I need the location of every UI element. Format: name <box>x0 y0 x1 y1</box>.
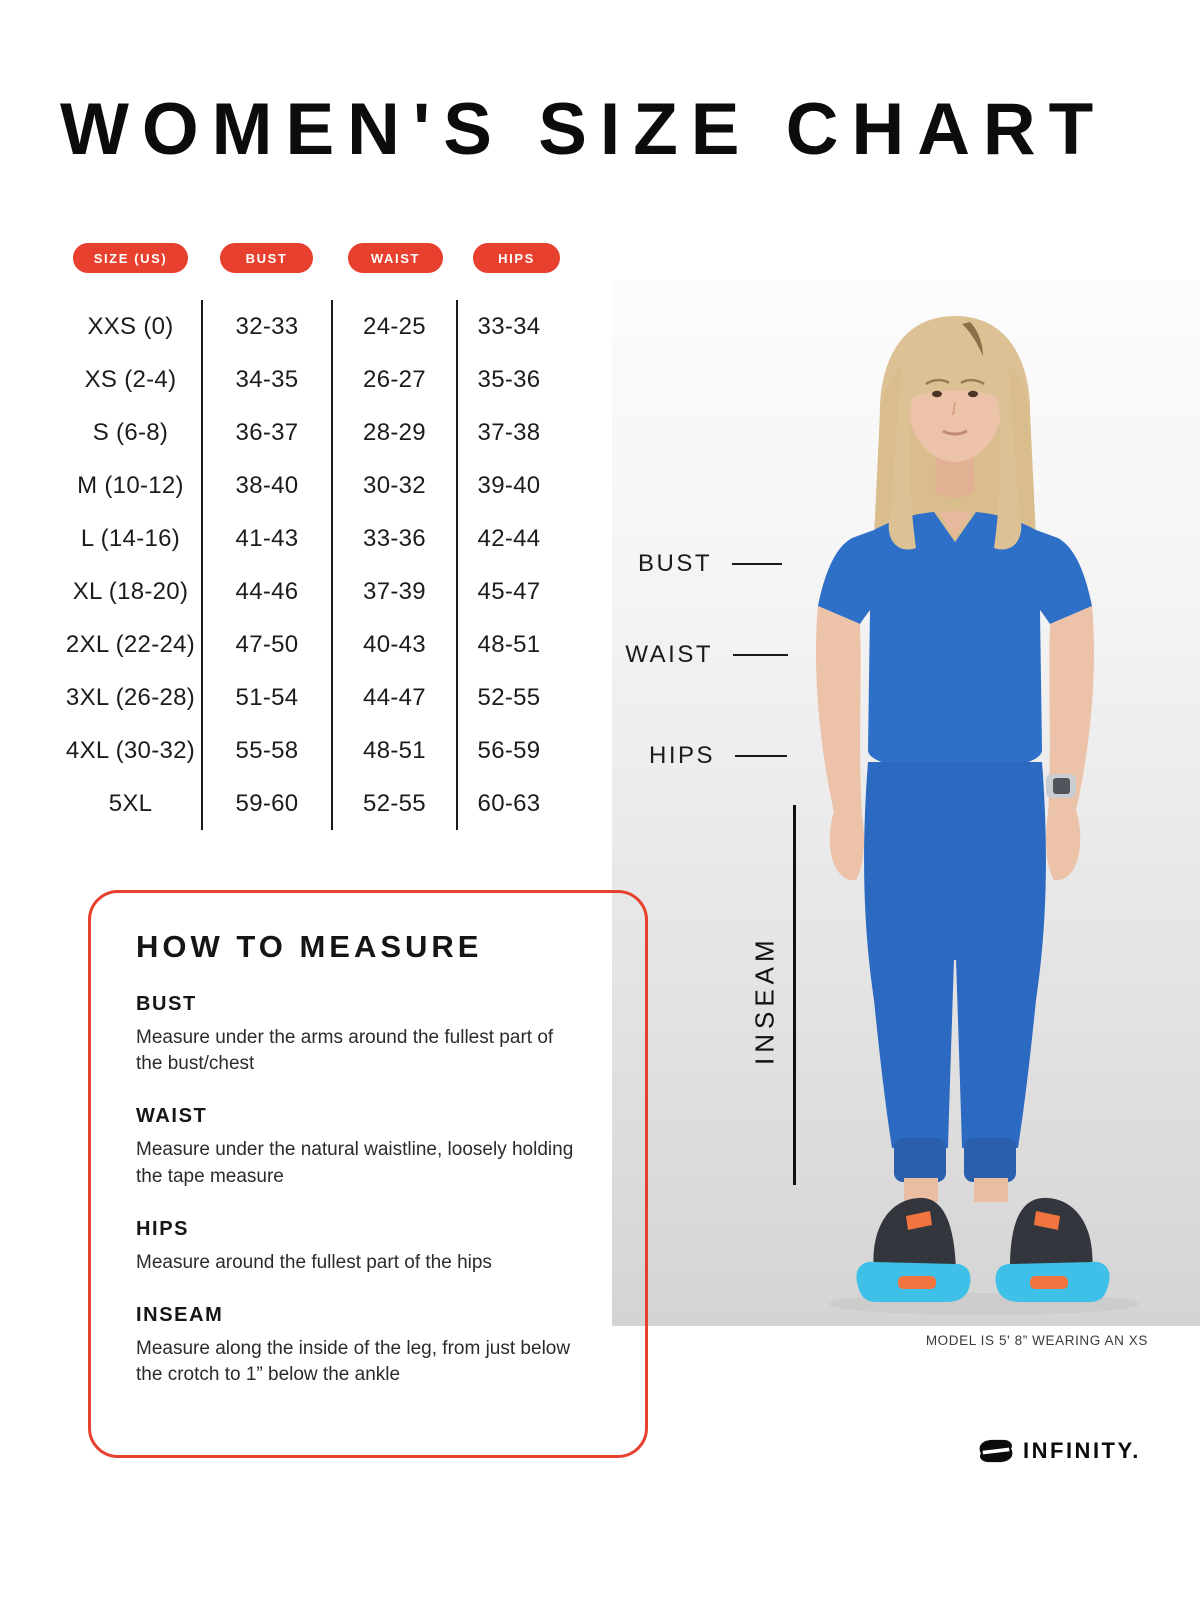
table-cell-size: 2XL (22-24) <box>60 618 203 671</box>
measure-section-text: Measure along the inside of the leg, from just below the crotch to 1” below the ankle <box>136 1338 571 1386</box>
hips-pointer-label: HIPS <box>648 742 715 769</box>
table-cell-bust: 44-46 <box>203 565 333 618</box>
measure-section-label: HIPS <box>136 1217 190 1240</box>
table-cell-size: XL (18-20) <box>60 565 203 618</box>
waist-pointer <box>588 640 788 670</box>
hips-pointer-line <box>735 755 787 757</box>
table-cell-waist: 24-25 <box>333 300 458 353</box>
bust-pointer-line <box>732 563 782 565</box>
table-row <box>60 565 560 618</box>
table-cell-waist: 44-47 <box>333 671 458 724</box>
measure-section-label: WAIST <box>136 1105 208 1128</box>
table-cell-size: 4XL (30-32) <box>60 724 203 777</box>
table-cell-hips: 39-40 <box>477 471 541 499</box>
how-to-measure-heading: HOW TO MEASURE <box>136 929 483 964</box>
table-cell-waist: 28-29 <box>333 406 458 459</box>
measure-section-label: BUST <box>136 993 197 1015</box>
table-row <box>60 512 560 565</box>
table-cell-bust: 32-33 <box>203 300 333 353</box>
table-cell-size: XS (2-4) <box>60 353 203 406</box>
bust-pointer-label: BUST <box>637 550 712 577</box>
table-cell-hips: 60-63 <box>477 789 541 817</box>
table-cell-bust: 55-58 <box>203 724 333 777</box>
table-cell-size: 3XL (26-28) <box>60 671 203 724</box>
model-caption: MODEL IS 5' 8” WEARING AN XS <box>925 1333 1148 1348</box>
table-cell-hips: 42-44 <box>477 524 541 552</box>
table-row <box>60 406 560 459</box>
table-cell-waist: 37-39 <box>333 565 458 618</box>
measure-section <box>136 993 600 1077</box>
table-cell-hips: 56-59 <box>477 736 541 764</box>
column-header-bust: BUST <box>220 243 313 273</box>
table-cell-bust: 41-43 <box>203 512 333 565</box>
table-cell-hips: 33-34 <box>477 312 541 340</box>
table-row <box>60 353 560 406</box>
how-to-measure-sections <box>136 993 600 1389</box>
table-cell-size: 5XL <box>60 777 203 830</box>
brand-logo <box>978 1438 1141 1464</box>
measure-section-text: Measure under the natural waistline, loosely holding the tape measure <box>136 1139 574 1187</box>
table-cell-waist: 48-51 <box>333 724 458 777</box>
model-photo <box>612 280 1200 1326</box>
table-cell-bust: 38-40 <box>203 459 333 512</box>
measure-section-label: INSEAM <box>136 1304 224 1327</box>
how-to-measure-box <box>88 890 648 1458</box>
table-row <box>60 777 560 830</box>
hips-pointer <box>587 741 787 771</box>
table-cell-bust: 36-37 <box>203 406 333 459</box>
table-cell-hips: 45-47 <box>477 577 541 605</box>
table-cell-hips: 48-51 <box>477 630 541 658</box>
measure-section <box>136 1218 600 1276</box>
table-cell-waist: 30-32 <box>333 459 458 512</box>
table-row <box>60 724 560 777</box>
table-cell-waist: 26-27 <box>333 353 458 406</box>
table-cell-waist: 33-36 <box>333 512 458 565</box>
column-header-waist: WAIST <box>348 243 443 273</box>
table-row <box>60 459 560 512</box>
table-cell-bust: 51-54 <box>203 671 333 724</box>
table-cell-size: L (14-16) <box>60 512 203 565</box>
table-cell-size: XXS (0) <box>60 300 203 353</box>
table-row <box>60 671 560 724</box>
table-cell-bust: 34-35 <box>203 353 333 406</box>
page-title: WOMEN'S SIZE CHART <box>60 89 1107 170</box>
inseam-pointer-label: INSEAM <box>749 935 780 1065</box>
table-cell-bust: 47-50 <box>203 618 333 671</box>
waist-pointer-label: WAIST <box>625 641 713 668</box>
brand-name: INFINITY. <box>1023 1438 1141 1463</box>
measure-section <box>136 1304 600 1388</box>
table-cell-waist: 52-55 <box>333 777 458 830</box>
inseam-pointer-line <box>793 805 796 1185</box>
table-cell-waist: 40-43 <box>333 618 458 671</box>
table-cell-hips: 35-36 <box>477 365 541 393</box>
table-row <box>60 618 560 671</box>
table-cell-hips: 52-55 <box>477 683 541 711</box>
bust-pointer <box>582 549 782 579</box>
table-cell-hips: 37-38 <box>477 418 541 446</box>
table-cell-size: S (6-8) <box>60 406 203 459</box>
column-header-size: SIZE (US) <box>73 243 188 273</box>
model-illustration <box>612 280 1200 1326</box>
table-cell-size: M (10-12) <box>60 459 203 512</box>
column-header-hips: HIPS <box>473 243 560 273</box>
table-row <box>60 300 560 353</box>
measure-section <box>136 1105 600 1189</box>
size-table <box>60 300 560 830</box>
measure-section-text: Measure around the fullest part of the hips <box>136 1251 492 1273</box>
waist-pointer-line <box>733 654 788 656</box>
infinity-logo-icon <box>978 1438 1014 1464</box>
table-cell-bust: 59-60 <box>203 777 333 830</box>
measure-section-text: Measure under the arms around the fullest part of the bust/chest <box>136 1027 554 1075</box>
